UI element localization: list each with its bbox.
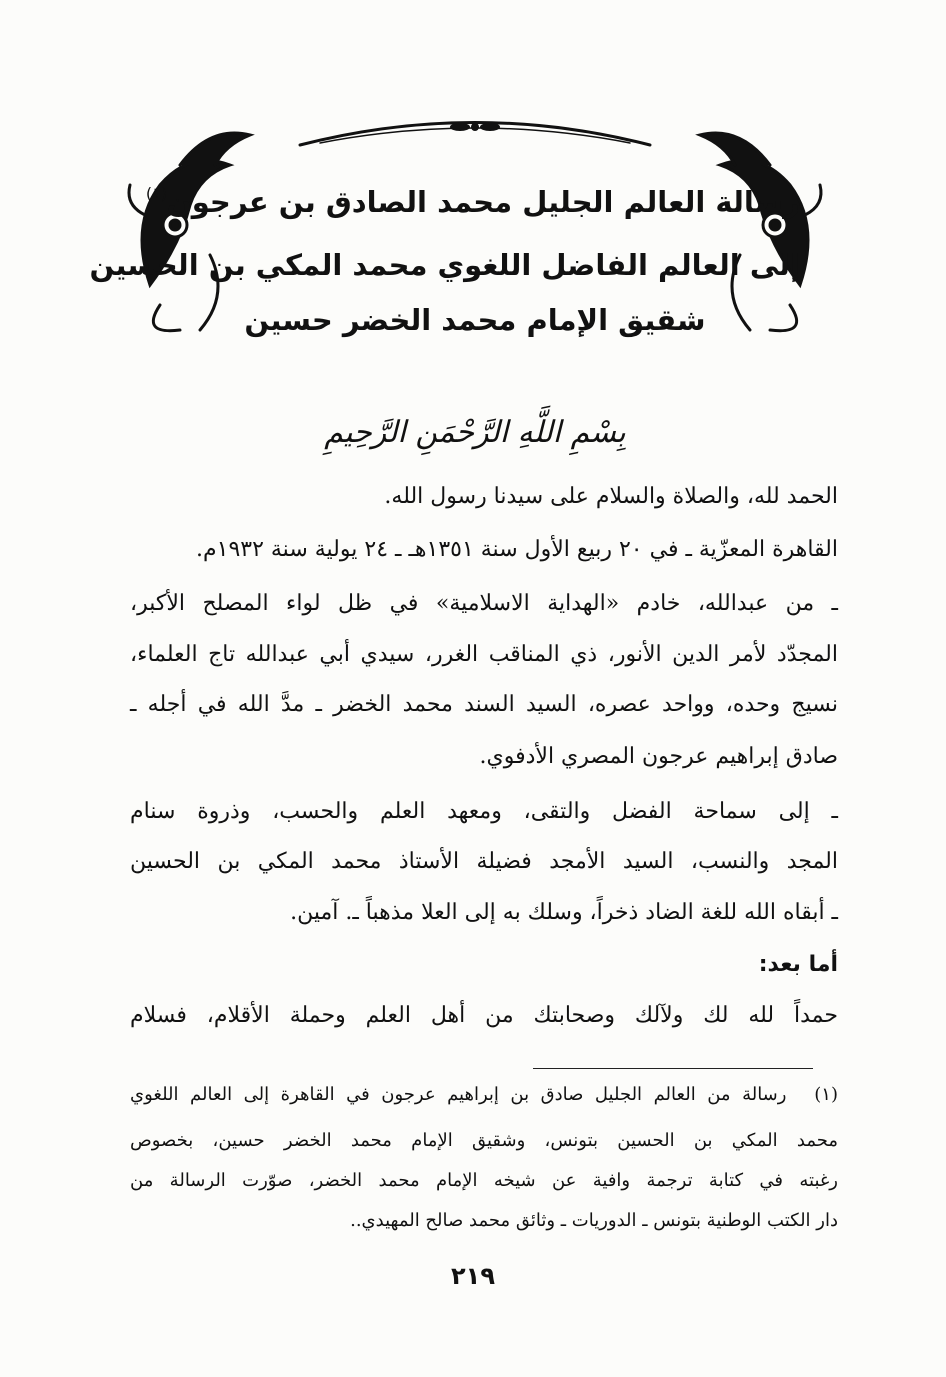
page-number: ٢١٩ <box>451 1262 495 1290</box>
title-line-1 <box>145 184 800 219</box>
footnote-line-4: دار الكتب الوطنية بتونس ـ الدوريات ـ وثائق محمد صالح المهيدي.. <box>350 1210 838 1231</box>
body-line-7: ـ إلى سماحة الفضل والتقى، ومعهد العلم والحسب، وذروة سنام <box>130 799 838 824</box>
body-line-11: حمداً لله لك ولآلك وصحابتك من أهل العلم وحملة الأقلام، فسلام <box>130 1003 838 1028</box>
footnote-line-3: رغبته في كتابة ترجمة وافية عن شيخه الإمام محمد الخضر، صوّرت الرسالة من <box>130 1170 838 1191</box>
basmala: بِسْمِ اللَّهِ الرَّحْمَنِ الرَّحِيمِ <box>324 415 626 450</box>
body-line-9: ـ أبقاه الله للغة الضاد ذخراً، وسلك به إلى العلا مذهباً ـ. آمين. <box>290 900 838 925</box>
body-line-8: المجد والنسب، السيد الأمجد فضيلة الأستاذ محمد المكي بن الحسين <box>130 849 838 874</box>
title-line-2: إلى العالم الفاضل اللغوي محمد المكي بن الحسين <box>89 248 800 282</box>
title-line-3: شقيق الإمام محمد الخضر حسين <box>244 303 706 337</box>
section-heading-amma-baad: أما بعد: <box>758 952 838 977</box>
body-line-6: صادق إبراهيم عرجون المصري الأدفوي. <box>479 744 838 769</box>
body-line-2: القاهرة المعزّية ـ في ٢٠ ربيع الأول سنة ١٣٥١هـ ـ ٢٤ يولية سنة ١٩٣٢م. <box>196 537 838 562</box>
body-line-1: الحمد لله، والصلاة والسلام على سيدنا رسول الله. <box>384 484 838 509</box>
title-line-1-text: رسالة العالم الجليل محمد الصادق بن عرجون <box>167 185 800 219</box>
title-footnote-marker: (١) <box>145 184 167 204</box>
body-line-5: نسيج وحده، وواحد عصره، السيد السند محمد الخضر ـ مدَّ الله في أجله ـ <box>130 692 838 717</box>
footnote-line-2: محمد المكي بن الحسين بتونس، وشقيق الإمام محمد الخضر حسين، بخصوص <box>130 1130 838 1151</box>
body-line-3: ـ من عبدالله، خادم «الهداية الاسلامية» في ظل لواء المصلح الأكبر، <box>130 591 838 616</box>
footnote-line-1 <box>130 1082 838 1108</box>
header-ornament <box>89 105 830 335</box>
ornament-frame-icon <box>89 105 830 335</box>
footnote-line-1-text: رسالة من العالم الجليل صادق بن إبراهيم عرجون في القاهرة إلى العالم اللغوي <box>130 1084 787 1105</box>
body-line-4: المجدّد لأمر الدين الأنور، ذي المناقب الغرر، سيدي أبي عبدالله تاج العلماء، <box>130 642 839 667</box>
footnote-number: (١) <box>814 1084 838 1105</box>
footnote-separator <box>533 1068 813 1069</box>
